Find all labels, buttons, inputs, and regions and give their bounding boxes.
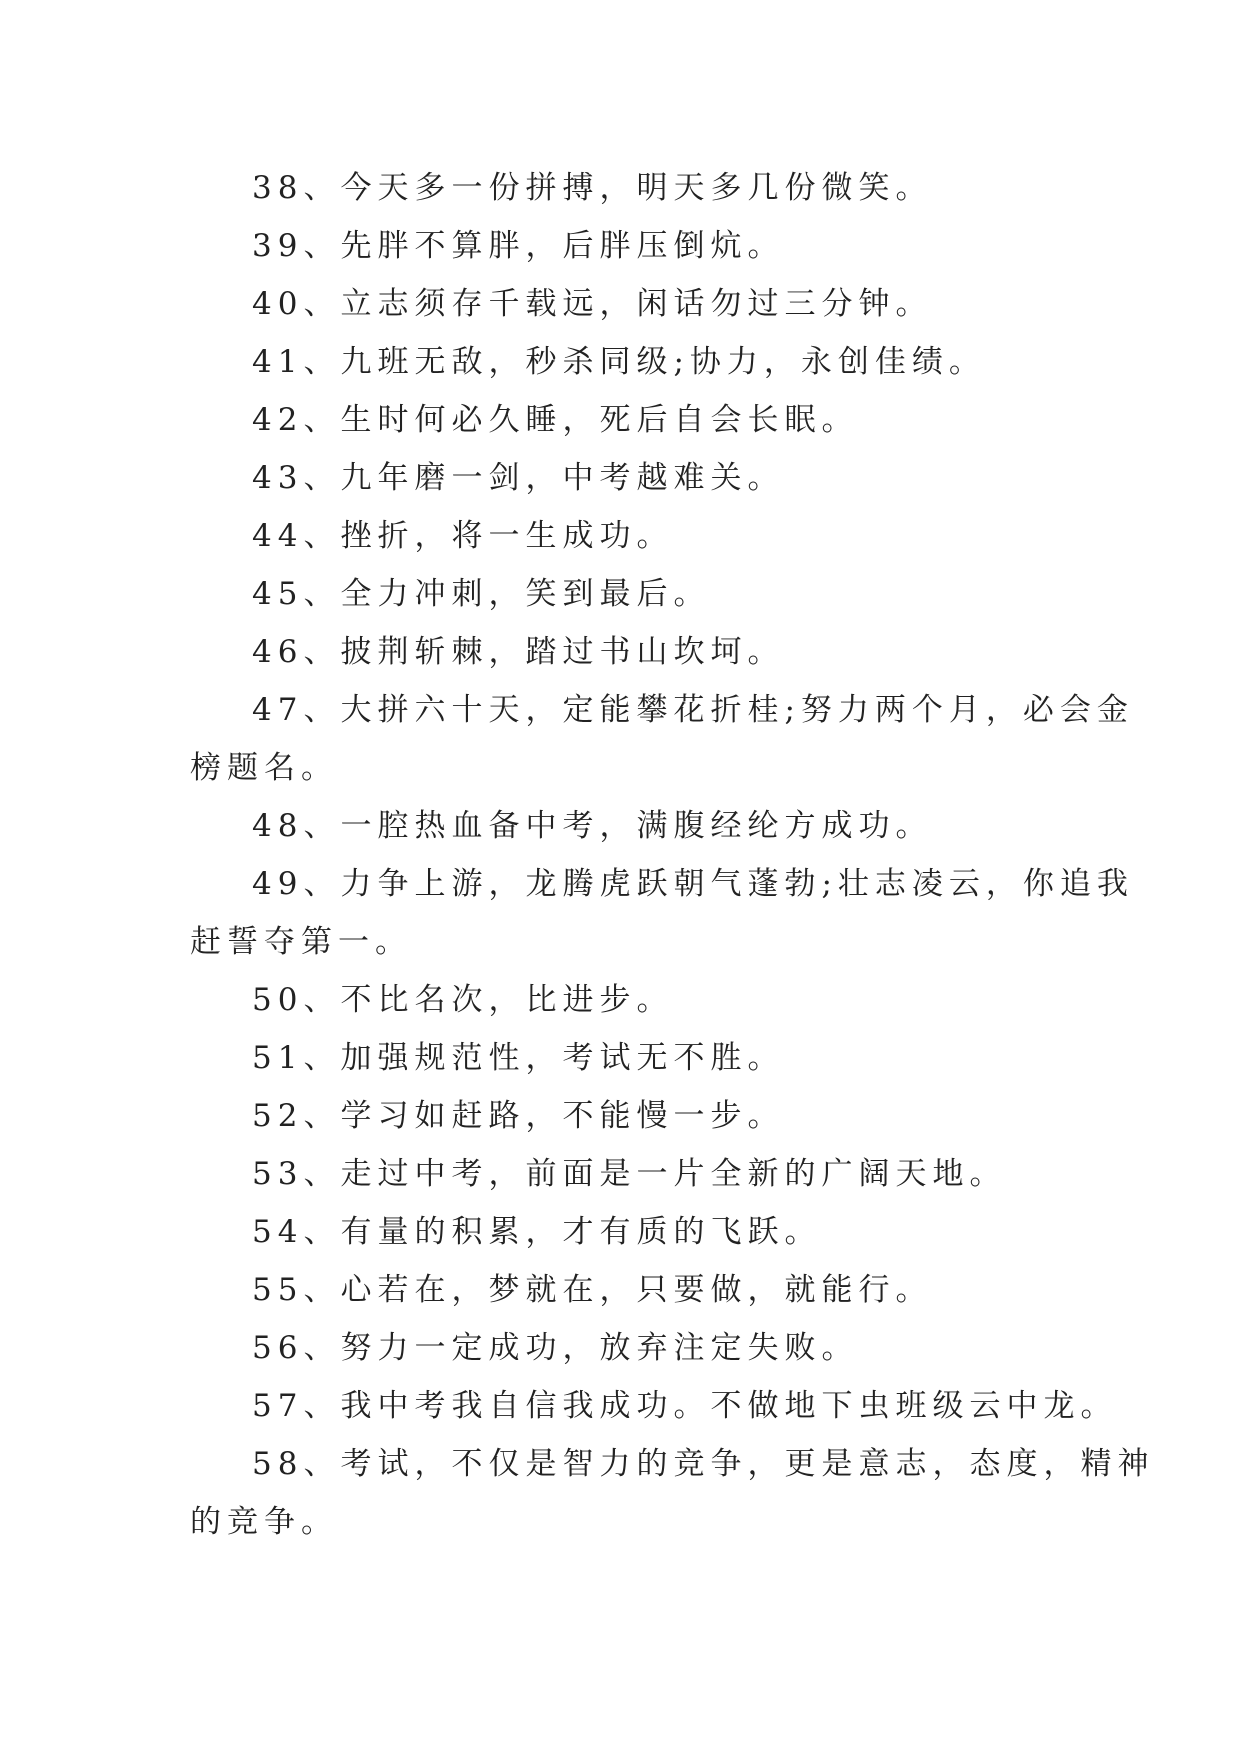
text-line-43: 43、九年磨一剑，中考越难关。 (252, 460, 785, 496)
text-line-38: 38、今天多一份拼搏，明天多几份微笑。 (252, 170, 933, 206)
text-line-50: 50、不比名次，比进步。 (252, 982, 674, 1018)
text-line-58-continued: 的竞争。 (190, 1504, 338, 1540)
text-line-58: 58、考试，不仅是智力的竞争，更是意志，态度，精神 (252, 1446, 1155, 1482)
text-line-56: 56、努力一定成功，放弃注定失败。 (252, 1330, 859, 1366)
text-line-53: 53、走过中考，前面是一片全新的广阔天地。 (252, 1156, 1007, 1192)
text-line-41: 41、九班无敌，秒杀同级;协力，永创佳绩。 (252, 344, 986, 380)
text-line-44: 44、挫折，将一生成功。 (252, 518, 674, 554)
text-line-57: 57、我中考我自信我成功。不做地下虫班级云中龙。 (252, 1388, 1118, 1424)
text-line-54: 54、有量的积累，才有质的飞跃。 (252, 1214, 822, 1250)
text-line-49: 49、力争上游，龙腾虎跃朝气蓬勃;壮志凌云，你追我 (252, 866, 1134, 902)
text-line-48: 48、一腔热血备中考，满腹经纶方成功。 (252, 808, 933, 844)
text-line-52: 52、学习如赶路，不能慢一步。 (252, 1098, 785, 1134)
text-line-42: 42、生时何必久睡，死后自会长眠。 (252, 402, 859, 438)
text-line-55: 55、心若在，梦就在，只要做，就能行。 (252, 1272, 933, 1308)
text-line-40: 40、立志须存千载远，闲话勿过三分钟。 (252, 286, 933, 322)
text-line-49-continued: 赶誓夺第一。 (190, 924, 412, 960)
text-line-51: 51、加强规范性，考试无不胜。 (252, 1040, 785, 1076)
text-line-39: 39、先胖不算胖，后胖压倒炕。 (252, 228, 785, 264)
text-line-47: 47、大拼六十天，定能攀花折桂;努力两个月，必会金 (252, 692, 1134, 728)
text-line-46: 46、披荆斩棘，踏过书山坎坷。 (252, 634, 785, 670)
text-line-45: 45、全力冲刺，笑到最后。 (252, 576, 711, 612)
text-line-47-continued: 榜题名。 (190, 750, 338, 786)
document-body (190, 159, 1155, 1551)
